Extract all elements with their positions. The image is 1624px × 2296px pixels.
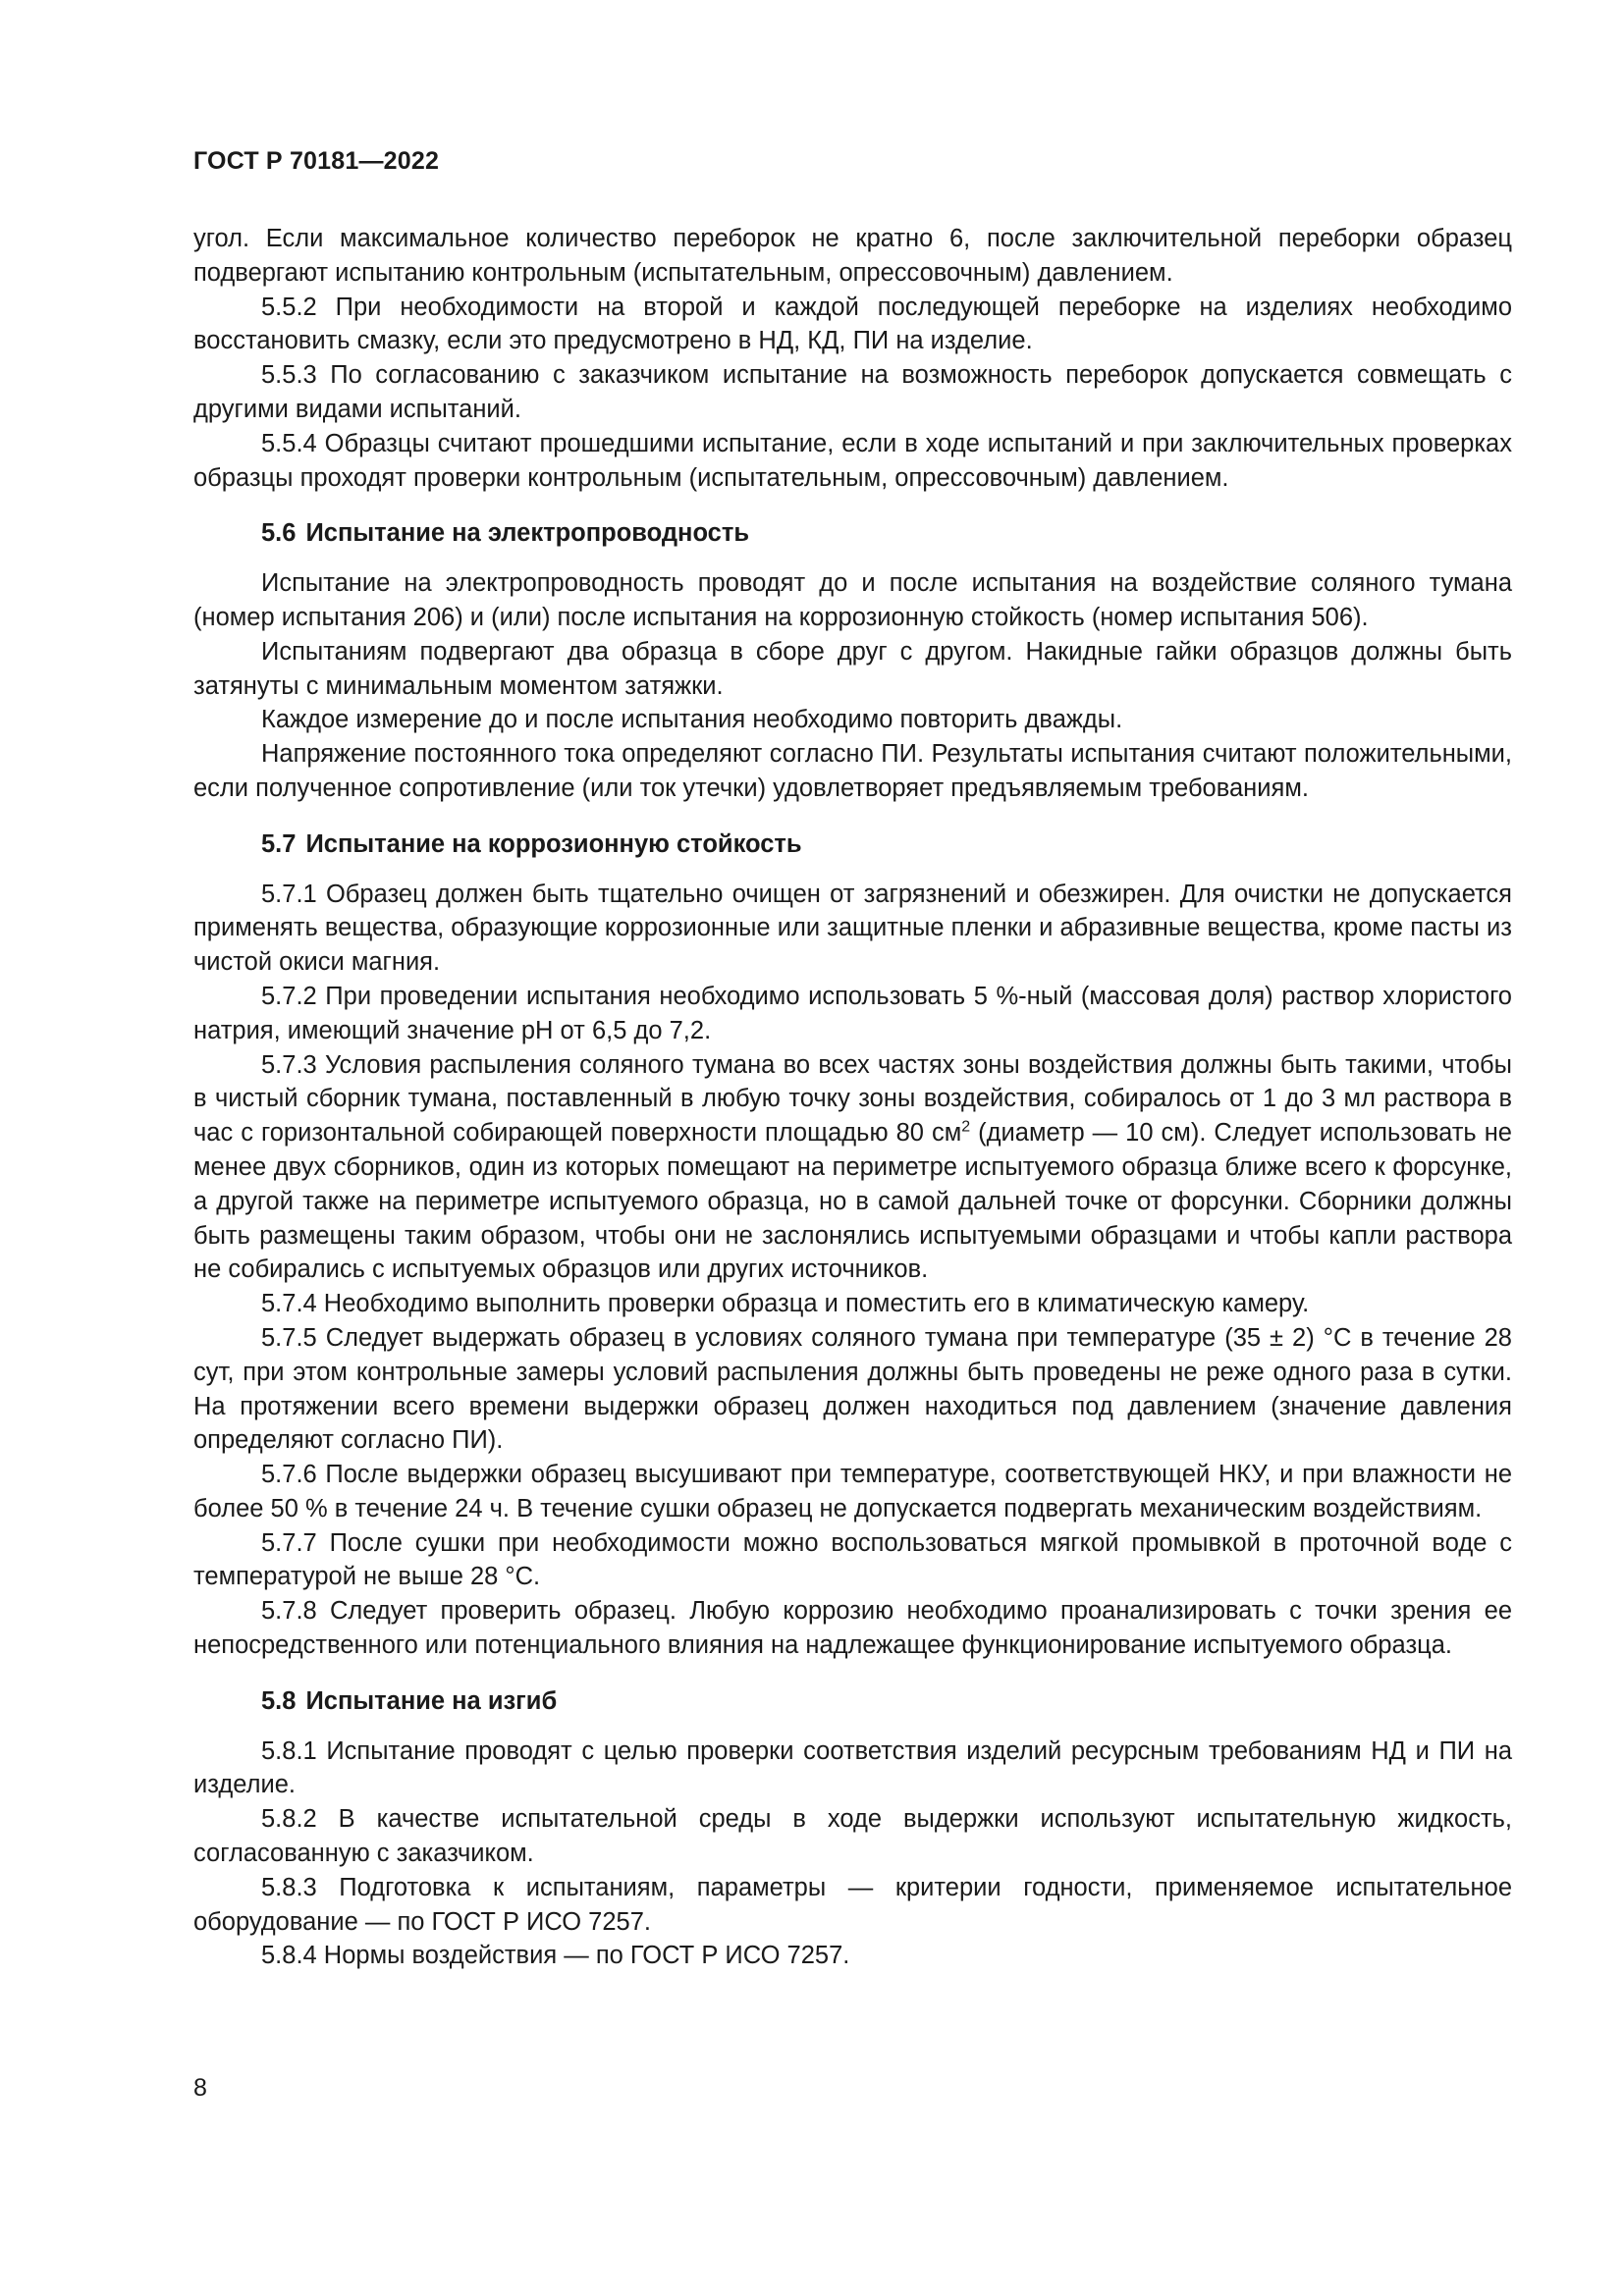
paragraph-continuation: угол. Если максимальное количество переборок не кратно 6, после заключительной переборки образец подвергают испытанию контрольным (испытательным, опрессовочным) давлением. (193, 225, 1512, 287)
section-title: Испытание на изгиб (305, 1686, 558, 1715)
paragraph-5-7-1: 5.7.1 Образец должен быть тщательно очищен от загрязнений и обезжирен. Для очистки не допускается применять вещества, образующие коррозионные или защитные пленки и абразивные вещества, кроме пасты из чистой окиси магния. (193, 880, 1512, 977)
paragraph-5-6-d: Напряжение постоянного тока определяют согласно ПИ. Результаты испытания считают положительными, если полученное сопротивление (или ток утечки) удовлетворяет предъявляемым требованиям. (193, 740, 1512, 802)
paragraph-5-5-2: 5.5.2 При необходимости на второй и каждой последующей переборке на изделиях необходимо восстановить смазку, если это предусмотрено в НД, КД, ПИ на изделие. (193, 293, 1512, 355)
paragraph-5-7-4: 5.7.4 Необходимо выполнить проверки образца и поместить его в климатическую камеру. (261, 1290, 1310, 1318)
section-number: 5.8 (261, 1686, 297, 1715)
paragraph-5-6-a: Испытание на электропроводность проводят до и после испытания на воздействие соляного тумана (номер испытания 206) и (или) после испытания на коррозионную стойкость (номер испытания 506). (193, 569, 1512, 631)
paragraph-5-8-3: 5.8.3 Подготовка к испытаниям, параметры — критерии годности, применяемое испытательное оборудование — по ГОСТ Р ИСО 7257. (193, 1873, 1512, 1936)
page-number: 8 (193, 2074, 207, 2102)
paragraph-5-7-5: 5.7.5 Следует выдержать образец в условиях соляного тумана при температуре (35 ± 2) °С в течение 28 сут, при этом контрольные замеры условий распыления должны быть проведены не реже одного раза в сутки. На протяжении всего времени выдержки образец должен находиться под давлением (значение давления определяют согласно ПИ). (193, 1323, 1512, 1455)
paragraph-5-7-6: 5.7.6 После выдержки образец высушивают при температуре, соответствующей НКУ, и при влажности не более 50 % в течение 24 ч. В течение сушки образец не допускается подвергать механическим воздействиям. (193, 1461, 1512, 1522)
paragraph-5-5-3: 5.5.3 По согласованию с заказчиком испытание на возможность переборок допускается совмещать с другими видами испытаний. (193, 361, 1512, 423)
paragraph-text: (диаметр — 10 см). Следует использовать не менее двух сборников, один из которых помещают на периметре испытуемого образца ближе всего к форсунке, а другой также на периметре испытуемого образца, но в самой дальней точке от форсунки. Сборники должны быть размещены таким образом, чтобы они не заслонялись испытуемыми образцами и чтобы капли раствора не собирались с испытуемых образцов или других источников. (193, 1119, 1512, 1284)
section-heading-5-8 (193, 1684, 1512, 1719)
document-header: ГОСТ Р 70181—2022 (193, 147, 440, 175)
paragraph-5-7-2: 5.7.2 При проведении испытания необходимо использовать 5 %-ный (массовая доля) раствор хлористого натрия, имеющий значение pH от 6,5 до 7,2. (193, 982, 1512, 1044)
paragraph-5-5-4: 5.5.4 Образцы считают прошедшими испытание, если в ходе испытаний и при заключительных проверках образцы проходят проверки контрольным (испытательным, опрессовочным) давлением. (193, 429, 1512, 492)
paragraph-5-8-1: 5.8.1 Испытание проводят с целью проверки соответствия изделий ресурсным требованиям НД и ПИ на изделие. (193, 1736, 1512, 1799)
paragraph-text: 5.7.3 Условия распыления соляного тумана во всех частях зоны воздействия должны быть такими, чтобы в чистый сборник тумана, поставленный в любую точку зоны воздействия, собиралось от 1 до 3 мл раствора в час с горизонтальной собирающей поверхности площадью 80 см (193, 1050, 1512, 1148)
paragraph-5-7-3 (193, 1048, 1512, 1288)
section-heading-5-7 (193, 828, 1512, 862)
paragraph-5-7-8: 5.7.8 Следует проверить образец. Любую коррозию необходимо проанализировать с точки зрения ее непосредственного или потенциального влияния на надлежащее функционирование испытуемого образца. (193, 1597, 1512, 1660)
section-heading-5-6 (193, 516, 1512, 551)
paragraph-5-6-b: Испытаниям подвергают два образца в сборе друг с другом. Накидные гайки образцов должны быть затянуты с минимальным моментом затяжки. (193, 637, 1512, 700)
section-number: 5.6 (261, 519, 297, 548)
paragraph-5-8-4: 5.8.4 Нормы воздействия — по ГОСТ Р ИСО 7257. (261, 1942, 850, 1970)
section-title: Испытание на коррозионную стойкость (305, 829, 802, 858)
section-title: Испытание на электропроводность (305, 519, 750, 548)
paragraph-5-6-c: Каждое измерение до и после испытания необходимо повторить дважды. (261, 706, 1123, 734)
document-body (193, 222, 1512, 1973)
superscript: 2 (961, 1118, 971, 1136)
paragraph-5-7-7: 5.7.7 После сушки при необходимости можно воспользоваться мягкой промывкой в проточной воде с температурой не выше 28 °С. (193, 1528, 1512, 1591)
section-number: 5.7 (261, 829, 297, 858)
paragraph-5-8-2: 5.8.2 В качестве испытательной среды в ходе выдержки используют испытательную жидкость, согласованную с заказчиком. (193, 1805, 1512, 1868)
